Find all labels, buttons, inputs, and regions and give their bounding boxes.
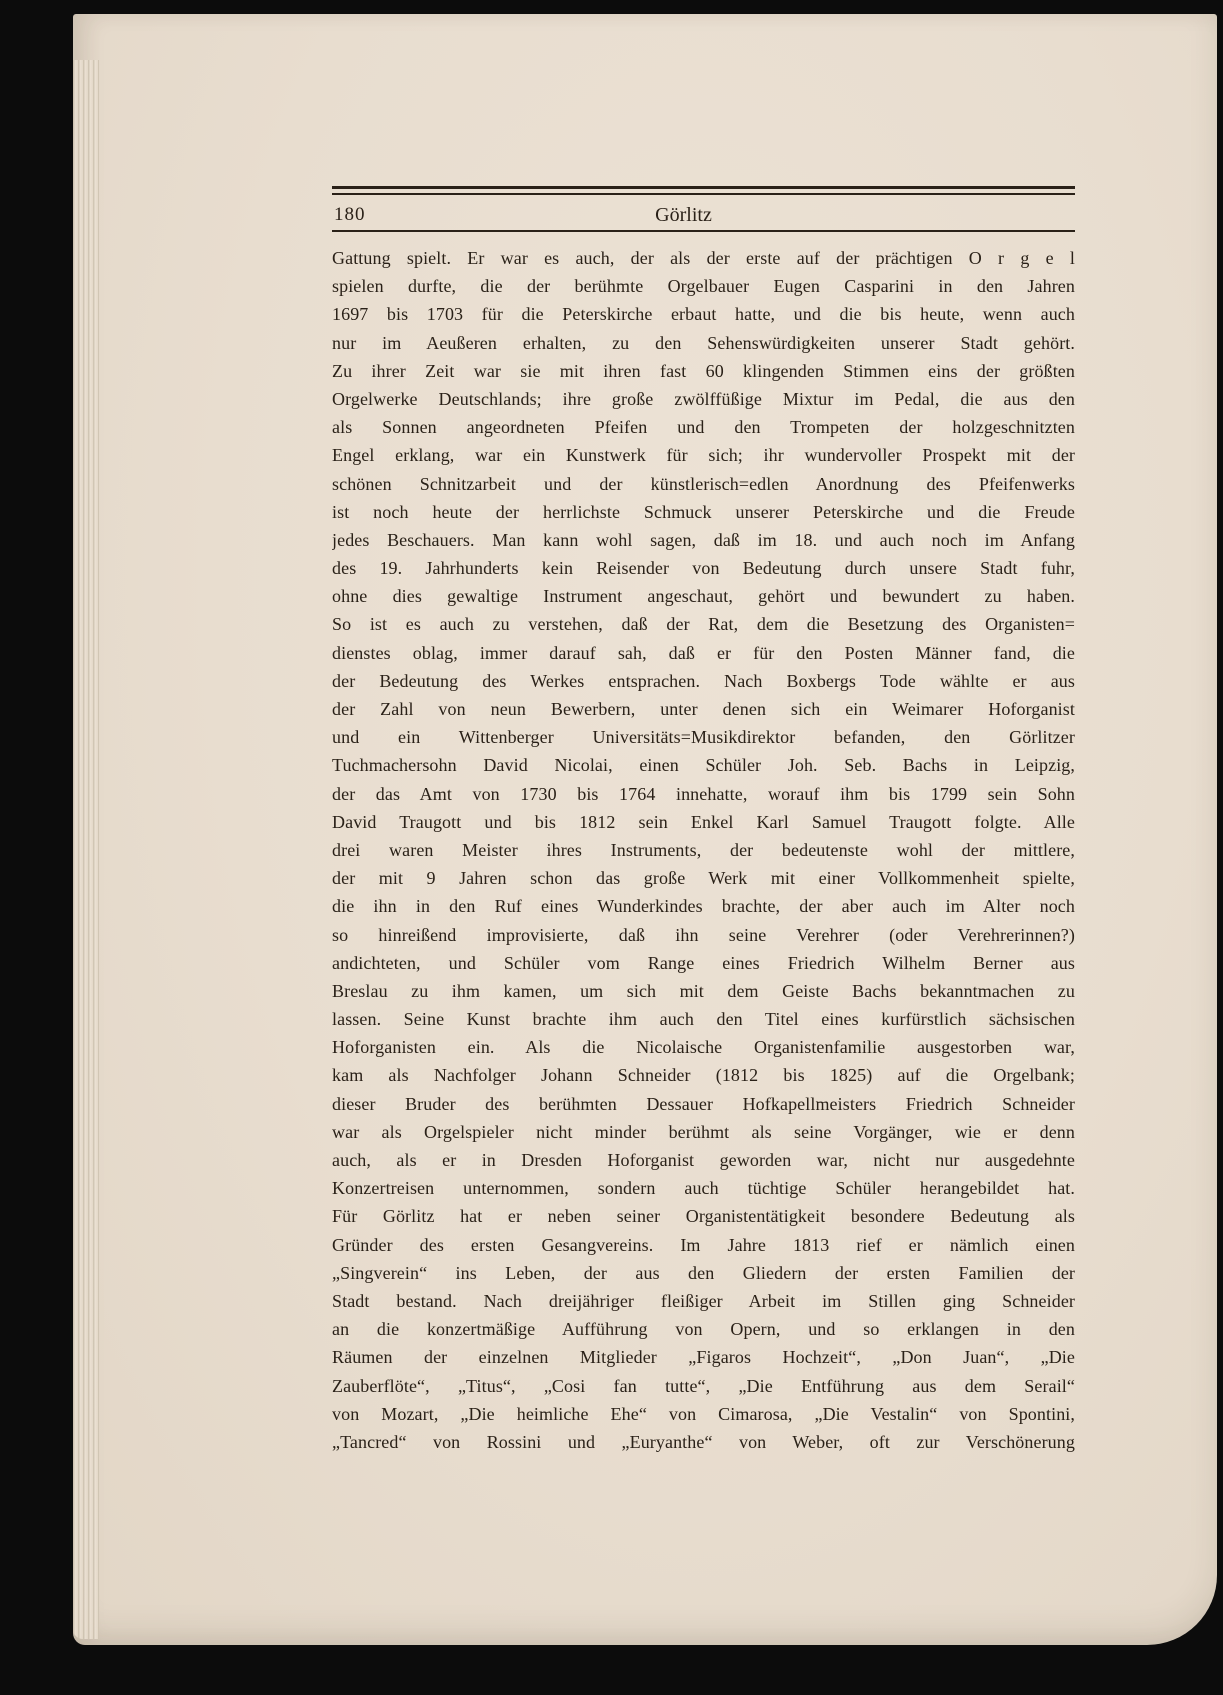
text-line-34: Konzertreisen unternommen, sondern auch tüchtige Schüler herangebildet hat. [332,1178,1075,1199]
text-line-17: der Zahl von neun Bewerbern, unter denen sich ein Weimarer Hoforganist [332,699,1075,719]
text-line-41: Zauberflöte“, „Titus“, „Cosi fan tutte“, „Die Entführung aus dem Serail“ [332,1375,1075,1396]
text-line-21: David Traugott und bis 1812 sein Enkel Karl Samuel Traugott folgte. Alle [332,811,1075,832]
text-line-25: so hinreißend improvisierte, daß ihn seine Verehrer (oder Verehrerinnen?) [332,924,1075,945]
text-line-14: So ist es auch zu verstehen, daß der Rat, dem die Besetzung des Organisten= [332,614,1075,635]
text-line-31: dieser Bruder des berühmten Dessauer Hofkapellmeisters Friedrich Schneider [332,1093,1075,1114]
header-rule-double [332,186,1075,195]
page-number: 180 [334,204,366,225]
text-line-40: Räumen der einzelnen Mitglieder „Figaros Hochzeit“, „Don Juan“, „Die [332,1347,1075,1368]
text-line-10: ist noch heute der herrlichste Schmuck unserer Peterskirche und die Freude [332,501,1075,522]
text-line-33: auch, als er in Dresden Hoforganist geworden war, nicht nur ausgedehnte [332,1150,1075,1170]
text-line-7: als Sonnen angeordneten Pfeifen und den Trompeten der holzgeschnitzten [332,417,1075,438]
header-rule-single [332,230,1075,232]
text-line-4: nur im Aeußeren erhalten, zu den Sehenswürdigkeiten unserer Stadt gehört. [332,332,1075,353]
page-edge-stack [73,60,99,1639]
text-line-37: „Singverein“ ins Leben, der aus den Gliedern der ersten Familien der [332,1262,1075,1283]
text-line-6: Orgelwerke Deutschlands; ihre große zwölffüßige Mixtur im Pedal, die aus den [332,388,1075,409]
text-line-9: schönen Schnitzarbeit und der künstlerisch=edlen Anordnung des Pfeifenwerks [332,473,1075,494]
text-line-16: der Bedeutung des Werkes entsprachen. Nach Boxbergs Tode wählte er aus [332,670,1075,691]
text-line-5: Zu ihrer Zeit war sie mit ihren fast 60 klingenden Stimmen eins der größten [332,360,1075,381]
text-line-8: Engel erklang, war ein Kunstwerk für sich; ihr wundervoller Prospekt mit der [332,445,1075,466]
text-line-39: an die konzertmäßige Aufführung von Opern, und so erklangen in den [332,1319,1075,1340]
text-line-36: Gründer des ersten Gesangvereins. Im Jahre 1813 rief er nämlich einen [332,1234,1075,1255]
text-line-42: von Mozart, „Die heimliche Ehe“ von Cimarosa, „Die Vestalin“ von Spontini, [332,1403,1075,1424]
text-line-35: Für Görlitz hat er neben seiner Organistentätigkeit besondere Bedeutung als [332,1206,1075,1227]
text-line-30: kam als Nachfolger Johann Schneider (1812 bis 1825) auf die Orgelbank; [332,1065,1075,1086]
text-line-11: jedes Beschauers. Man kann wohl sagen, daß im 18. und auch noch im Anfang [332,529,1075,550]
text-line-2: spielen durfte, die der berühmte Orgelbauer Eugen Casparini in den Jahren [332,276,1075,297]
text-line-15: dienstes oblag, immer darauf sah, daß er für den Posten Männer fand, die [332,642,1075,663]
text-line-22: drei waren Meister ihres Instruments, der bedeutenste wohl der mittlere, [332,839,1075,860]
text-line-38: Stadt bestand. Nach dreijähriger fleißiger Arbeit im Stillen ging Schneider [332,1290,1075,1311]
text-line-3: 1697 bis 1703 für die Peterskirche erbaut hatte, und die bis heute, wenn auch [332,304,1075,325]
text-line-23: der mit 9 Jahren schon das große Werk mit einer Vollkommenheit spielte, [332,868,1075,889]
text-line-12: des 19. Jahrhunderts kein Reisender von Bedeutung durch unsere Stadt fuhr, [332,558,1075,579]
text-line-13: ohne dies gewaltige Instrument angeschaut, gehört und bewundert zu haben. [332,586,1075,607]
text-block [332,244,1075,1456]
text-line-27: Breslau zu ihm kamen, um sich mit dem Geiste Bachs bekanntmachen zu [332,980,1075,1001]
text-line-20: der das Amt von 1730 bis 1764 innehatte, worauf ihm bis 1799 sein Sohn [332,783,1075,804]
text-line-32: war als Orgelspieler nicht minder berühmt als seine Vorgänger, wie er denn [332,1121,1075,1142]
header-title: Görlitz [655,204,712,226]
text-line-29: Hoforganisten ein. Als die Nicolaische Organistenfamilie ausgestorben war, [332,1037,1075,1058]
text-line-1: Gattung spielt. Er war es auch, der als der erste auf der prächtigen O r g e l [332,248,1075,268]
text-line-28: lassen. Seine Kunst brachte ihm auch den Titel eines kurfürstlich sächsischen [332,1009,1075,1030]
text-line-43: „Tancred“ von Rossini und „Euryanthe“ von Weber, oft zur Verschönerung [332,1431,1075,1452]
page-header [332,204,1075,230]
text-line-19: Tuchmachersohn David Nicolai, einen Schüler Joh. Seb. Bachs in Leipzig, [332,755,1075,776]
text-line-26: andichteten, und Schüler vom Range eines Friedrich Wilhelm Berner aus [332,952,1075,973]
book-page [73,14,1217,1645]
text-line-18: und ein Wittenberger Universitäts=Musikdirektor befanden, den Görlitzer [332,727,1075,748]
text-line-24: die ihn in den Ruf eines Wunderkindes brachte, der aber auch im Alter noch [332,896,1075,917]
